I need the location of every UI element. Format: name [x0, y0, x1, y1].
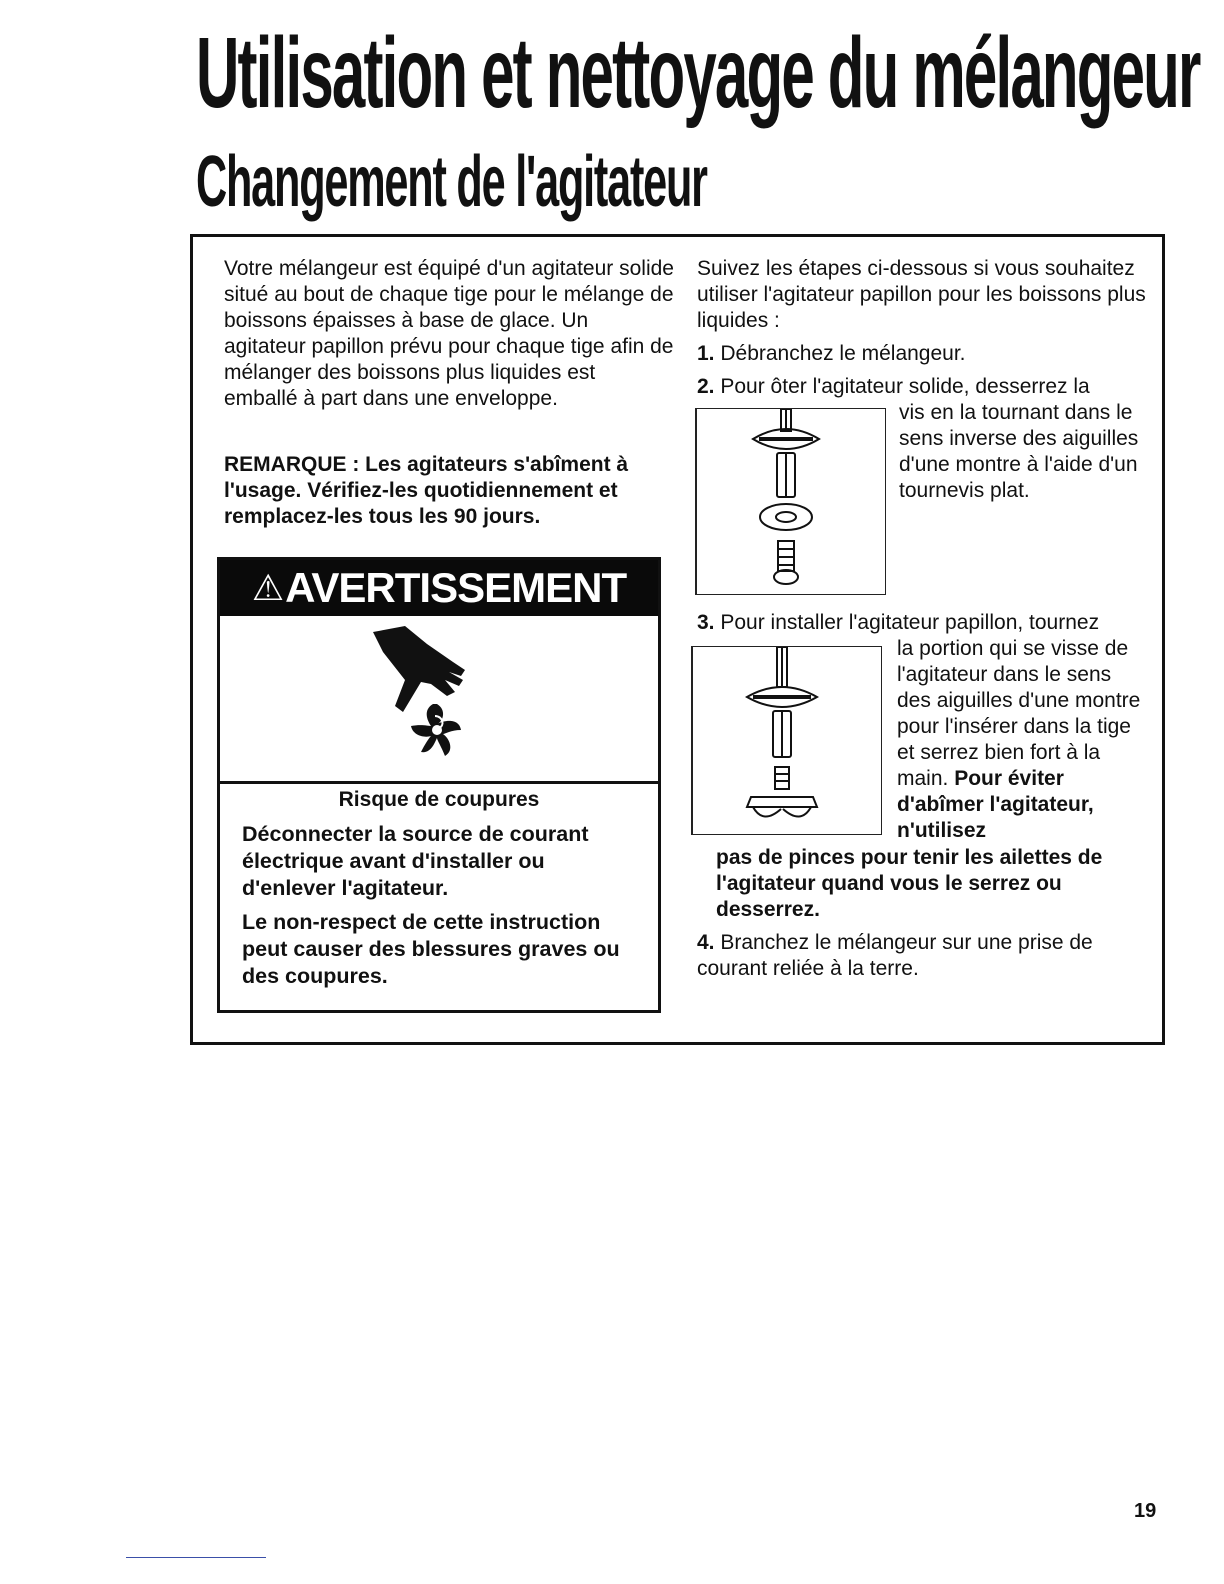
- paddle-agitator-figure: [691, 646, 882, 835]
- step-1-text: Débranchez le mélangeur.: [720, 342, 966, 365]
- warning-pictogram: [220, 616, 658, 784]
- footer-rule: [126, 1557, 266, 1558]
- hand-blade-hazard-icon: [365, 622, 515, 772]
- step-3-bold-a: Pour éviter d'abîmer l'agitateur, n'utilisez: [897, 767, 1094, 842]
- step-3-text-a: Pour installer l'agitateur papillon, tournez: [720, 611, 1100, 634]
- step-4: [697, 930, 1147, 982]
- step-3-text-b: [897, 636, 1147, 844]
- risk-title: Risque de coupures: [338, 788, 540, 811]
- paddle-agitator-icon: [693, 647, 881, 834]
- step-3-number: 3.: [697, 611, 715, 634]
- page-number: 19: [1134, 1500, 1157, 1522]
- risk-consequence: Le non-respect de cette instruction peut causer des blessures graves ou des coupures.: [242, 910, 620, 988]
- intro-paragraph: Votre mélangeur est équipé d'un agitateur solide situé au bout de chaque tige pour le mélange de boissons épaisses à base de glace. Un agitateur papillon prévu pour chaque tige afin de mélanger des boissons plus liquides est emballé à part dans une enveloppe.: [224, 257, 674, 410]
- warning-header-label: AVERTISSEMENT: [285, 564, 627, 611]
- remarque-note: REMARQUE : Les agitateurs s'abîment à l'usage. Vérifiez-les quotidiennement et remplacez-les tous les 90 jours.: [224, 453, 629, 528]
- risk-instruction: Déconnecter la source de courant électrique avant d'installer ou d'enlever l'agitateur.: [242, 822, 589, 900]
- step-3-bold-b: pas de pinces pour tenir les ailettes de l'agitateur quand vous le serrez ou desserrez.: [716, 846, 1103, 921]
- step-2-text-a: Pour ôter l'agitateur solide, desserrez la: [720, 375, 1090, 398]
- step-4-number: 4.: [697, 931, 715, 954]
- step-2: [697, 374, 1147, 400]
- section-subtitle: Changement de l'agitateur: [196, 142, 707, 222]
- page-title: Utilisation et nettoyage du mélangeur: [196, 17, 1200, 129]
- solid-agitator-figure: [695, 408, 886, 595]
- warning-header: [220, 560, 658, 616]
- step-4-text: Branchez le mélangeur sur une prise de courant reliée à la terre.: [697, 931, 1093, 980]
- step-1-number: 1.: [697, 342, 715, 365]
- step-2-text-b: vis en la tournant dans le sens inverse des aiguilles d'une montre à l'aide d'un tournevis plat.: [899, 401, 1139, 502]
- warning-triangle-icon: ⚠: [251, 567, 284, 608]
- step-2-number: 2.: [697, 375, 715, 398]
- step-1: [697, 341, 1147, 367]
- step-3: [697, 610, 1147, 636]
- steps-intro: Suivez les étapes ci-dessous si vous souhaitez utiliser l'agitateur papillon pour les boissons plus liquides :: [697, 257, 1146, 332]
- solid-agitator-icon: [697, 409, 885, 594]
- step-3-text-b-body: la portion qui se visse de l'agitateur dans le sens des aiguilles d'une montre pour l'insérer dans la tige et serrez bien fort à la main.: [897, 637, 1141, 790]
